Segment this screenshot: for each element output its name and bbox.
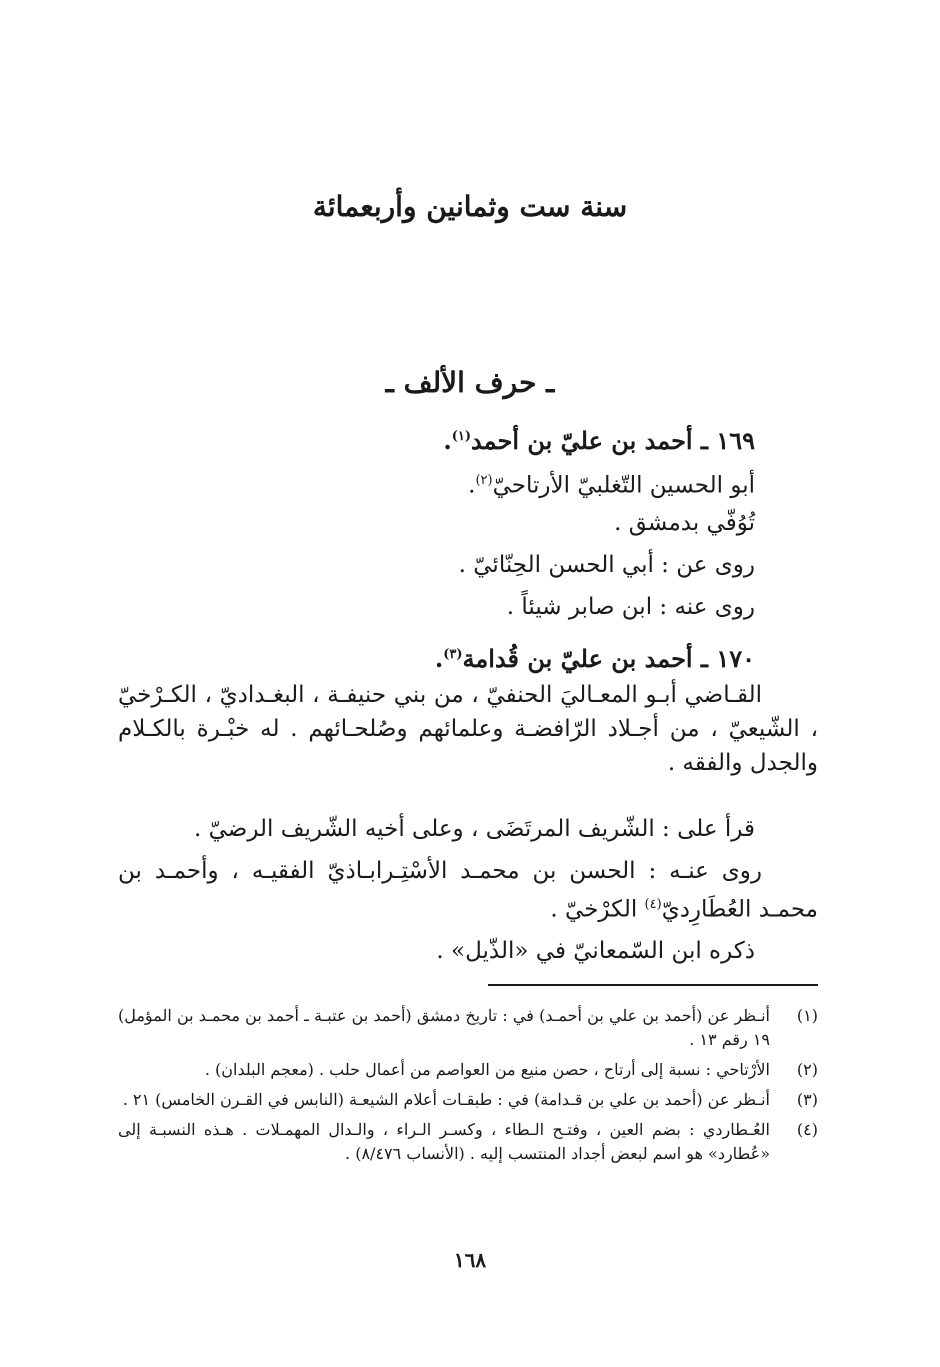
footnote-number: (٢) <box>796 1060 818 1079</box>
year-heading: سنة ست وثمانين وأربعمائة <box>312 190 628 223</box>
footnote-ref-4[interactable]: (٤) <box>644 897 662 912</box>
entry-170-paragraph: روى عنـه : الحسن بن محمـد الأسْتِـرابـاذيّ الفقيـه ، وأحمـد بن محمـد العُطَارِديّ$^{(٤)}$ الكرْخيّ . <box>118 858 818 923</box>
page-number: ١٦٨ <box>453 1248 487 1272</box>
entry-169-heading: ١٦٩ ـ أحمد بن عليّ بن أحمد$^{(١)}$. <box>443 426 755 455</box>
footnotes <box>118 1004 818 1172</box>
footnote-text: الأرْتاحي : نسبة إلى أرتاح ، حصن منيع من العواصم من أعمال حلب . (معجم البلدان) . <box>204 1060 770 1079</box>
footnote-number: (٣) <box>796 1090 818 1109</box>
entry-170-line: ذكره ابن السّمعانيّ في «الذّيل» . <box>436 938 755 964</box>
entry-170-paragraph: القـاضي أبـو المعـاليَ الحنفيّ ، من بني حنيفـة ، البغـداديّ ، الكـرْخيّ ، الشّيعيّ ، من أجـلاد الرّافضـة وعلمائهم وصُلحـائهم . له خبْـرة بالكـلام والجدل والفقه . <box>118 682 818 776</box>
footnote-number: (١) <box>796 1006 818 1025</box>
entry-170-name: ١٧٠ ـ أحمد بن عليّ بن قُدامة <box>462 644 755 673</box>
entry-169-line: روى عن : أبي الحسن الحِنّائيّ . <box>458 552 755 578</box>
entry-170-heading: ١٧٠ ـ أحمد بن عليّ بن قُدامة$^{(٣)}$. <box>434 644 755 673</box>
entry-169-line: تُوُفّي بدمشق . <box>614 510 755 536</box>
footnote-text: أنـظر عن (أحمد بن علي بن أحمـد) في : تاريخ دمشق (أحمد بن عتبـة ـ أحمد بن محمـد بن المؤمل) ١٩ رقم ١٣ . <box>118 1006 770 1049</box>
entry-170-line: قرأ على : الشّريف المرتَضَى ، وعلى أخيه الشّريف الرضيّ . <box>194 816 755 842</box>
entry-169-line: أبو الحسين التّغلبيّ الأرتاحيّ$^{(٢)}$. <box>468 472 755 499</box>
footnote <box>118 1088 818 1112</box>
footnote-ref-1[interactable]: (١) <box>451 429 472 444</box>
footnote-number: (٤) <box>796 1120 818 1139</box>
footnote <box>118 1004 818 1052</box>
section-heading: ـ حرف الألف ـ <box>385 366 555 399</box>
footnote-ref-3[interactable]: (٣) <box>443 647 463 662</box>
footnote-text: أنـظر عن (أحمد بن علي بن قـدامة) في : طبقـات أعلام الشيعـة (النابس في القـرن الخامس) ٢١ . <box>122 1090 770 1109</box>
footnote-divider <box>488 984 818 986</box>
entry-169-line: روى عنه : ابن صابر شيئاً . <box>506 594 755 620</box>
footnote <box>118 1118 818 1166</box>
footnote <box>118 1058 818 1082</box>
entry-169-name: ١٦٩ ـ أحمد بن عليّ بن أحمد <box>471 426 755 455</box>
footnote-text: العُـطاردي : بضم العين ، وفتـح الـطاء ، وكسـر الـراء ، والـدال المهمـلات . هـذه النسبـة إلى «عُطارد» هو اسم لبعض أجداد المنتسب إليه . (الأنساب ٨/٤٧٦) . <box>118 1120 770 1163</box>
footnote-ref-2[interactable]: (٢) <box>475 473 493 488</box>
